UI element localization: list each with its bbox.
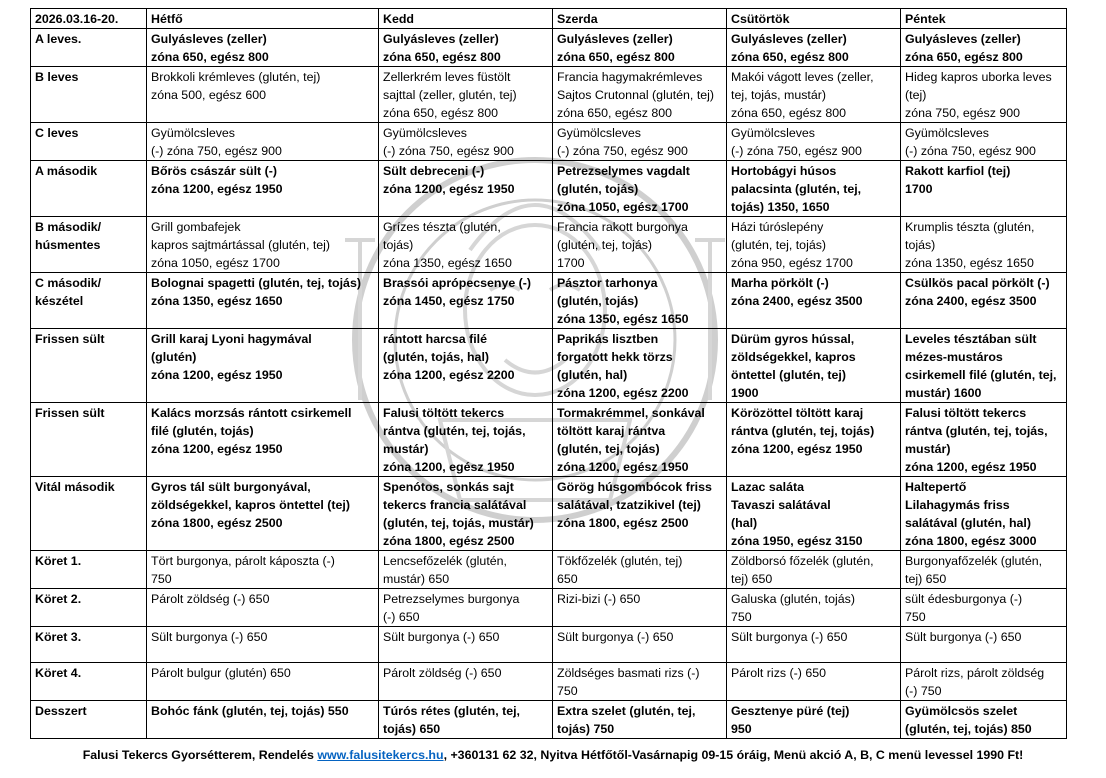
dish-line: zóna 650, egész 800 bbox=[383, 106, 499, 120]
dish-line: zóna 650, egész 800 bbox=[731, 106, 847, 120]
dish-line: zóna 1050, egész 1700 bbox=[557, 200, 689, 214]
dish-line: Francia rakott burgonya bbox=[557, 220, 688, 234]
dish-line: (-) zóna 750, egész 900 bbox=[383, 144, 514, 158]
dish-cell bbox=[727, 161, 901, 217]
dish-line: zóna 1800, egész 2500 bbox=[151, 516, 283, 530]
dish-line: Párolt zöldség (-) 650 bbox=[383, 666, 502, 680]
dish-cell bbox=[901, 627, 1067, 663]
dish-cell bbox=[553, 403, 727, 477]
dish-line: Sült burgonya (-) 650 bbox=[557, 630, 674, 644]
day-header: Csütörtök bbox=[727, 9, 901, 29]
dish-line: tej, tojás, mustár) bbox=[731, 88, 827, 102]
dish-cell bbox=[727, 589, 901, 627]
dish-line: tojás) bbox=[383, 238, 414, 252]
dish-line: zóna 1200, egész 1950 bbox=[557, 460, 689, 474]
dish-line: (glutén) bbox=[151, 350, 197, 364]
dish-cell bbox=[553, 477, 727, 551]
dish-line: zóna 650, egész 800 bbox=[905, 50, 1023, 64]
dish-line: Párolt bulgur (glutén) 650 bbox=[151, 666, 291, 680]
dish-cell bbox=[727, 551, 901, 589]
dish-line: Tormakrémmel, sonkával bbox=[557, 406, 705, 420]
menu-row bbox=[31, 329, 1067, 403]
dish-cell bbox=[901, 663, 1067, 701]
weekly-menu-table bbox=[30, 8, 1067, 739]
dish-line: Falusi töltött tekercs bbox=[383, 406, 505, 420]
dish-line: Bőrös császár sült (-) bbox=[151, 164, 278, 178]
menu-row bbox=[31, 551, 1067, 589]
dish-line: Csülkös pacal pörkölt (-) bbox=[905, 276, 1050, 290]
dish-cell bbox=[727, 67, 901, 123]
dish-line: Zöldborsó főzelék (glutén, bbox=[731, 554, 874, 568]
dish-line: Párolt rizs (-) 650 bbox=[731, 666, 827, 680]
dish-line: Marha pörkölt (-) bbox=[731, 276, 829, 290]
dish-line: Francia hagymakrémleves bbox=[557, 70, 703, 84]
dish-cell bbox=[147, 29, 379, 67]
category-label: B leves bbox=[31, 67, 147, 123]
dish-line: 650 bbox=[557, 572, 578, 586]
dish-line: zöldségekkel, kapros bbox=[731, 350, 856, 364]
dish-cell bbox=[727, 329, 901, 403]
dish-cell bbox=[727, 701, 901, 739]
dish-line: Gyümölcsleves bbox=[151, 126, 236, 140]
dish-cell bbox=[553, 217, 727, 273]
dish-cell bbox=[727, 273, 901, 329]
dish-cell bbox=[727, 123, 901, 161]
dish-line: Brassói aprópecsenye (-) bbox=[383, 276, 532, 290]
footer-text-before: Falusi Tekercs Gyorsétterem, Rendelés bbox=[82, 748, 318, 762]
dish-cell bbox=[147, 329, 379, 403]
dish-line: kapros sajtmártással (glutén, tej) bbox=[151, 238, 331, 252]
dish-line: Leveles tésztában sült bbox=[905, 332, 1037, 346]
dish-cell bbox=[901, 273, 1067, 329]
dish-line: rántott harcsa filé bbox=[383, 332, 487, 346]
dish-line: zóna 750, egész 900 bbox=[905, 106, 1021, 120]
dish-cell bbox=[147, 123, 379, 161]
dish-line: (hal) bbox=[731, 516, 758, 530]
dish-line: (glutén, hal) bbox=[557, 368, 628, 382]
dish-line: Bohóc fánk (glutén, tej, tojás) 550 bbox=[151, 704, 349, 718]
dish-line: zóna 1200, egész 2200 bbox=[383, 368, 515, 382]
dish-cell bbox=[901, 123, 1067, 161]
dish-line: 750 bbox=[151, 572, 172, 586]
dish-cell bbox=[553, 329, 727, 403]
dish-line: Zöldséges basmati rizs (-) bbox=[557, 666, 700, 680]
dish-line: sajttal (zeller, glutén, tej) bbox=[383, 88, 517, 102]
dish-cell bbox=[379, 329, 553, 403]
dish-cell bbox=[901, 217, 1067, 273]
dish-line: (-) zóna 750, egész 900 bbox=[151, 144, 282, 158]
dish-line: Lilahagymás friss bbox=[905, 498, 1010, 512]
dish-line: zóna 1200, egész 1950 bbox=[151, 368, 283, 382]
dish-line: (-) zóna 750, egész 900 bbox=[731, 144, 862, 158]
dish-cell bbox=[727, 403, 901, 477]
dish-line: (-) 650 bbox=[383, 610, 420, 624]
dish-line: Grill gombafejek bbox=[151, 220, 241, 234]
dish-line: zóna 1350, egész 1650 bbox=[557, 312, 689, 326]
category-label: Frissen sült bbox=[31, 403, 147, 477]
dish-cell bbox=[147, 403, 379, 477]
dish-line: Brokkoli krémleves (glutén, tej) bbox=[151, 70, 321, 84]
dish-cell bbox=[379, 403, 553, 477]
dish-cell bbox=[901, 403, 1067, 477]
category-label: Köret 1. bbox=[31, 551, 147, 589]
dish-line: Sült burgonya (-) 650 bbox=[383, 630, 500, 644]
dish-line: (tej) bbox=[905, 88, 927, 102]
dish-line: Burgonyafőzelék (glutén, bbox=[905, 554, 1043, 568]
dish-line: Tökfőzelék (glutén, tej) bbox=[557, 554, 683, 568]
dish-line: Kalács morzsás rántott csirkemell bbox=[151, 406, 352, 420]
dish-line: tojás) 750 bbox=[557, 722, 615, 736]
dish-line: mustár) bbox=[905, 442, 951, 456]
date-range: 2026.03.16-20. bbox=[31, 9, 147, 29]
dish-cell bbox=[553, 663, 727, 701]
dish-line: zóna 1800, egész 2500 bbox=[383, 534, 515, 548]
dish-line: zóna 1200, egész 2200 bbox=[557, 386, 689, 400]
dish-cell bbox=[727, 477, 901, 551]
dish-line: Tavaszi salátával bbox=[731, 498, 831, 512]
footer-info bbox=[0, 748, 1106, 762]
category-label: B második/ húsmentes bbox=[31, 217, 147, 273]
dish-line: zóna 1200, egész 1950 bbox=[151, 182, 283, 196]
dish-line: Falusi töltött tekercs bbox=[905, 406, 1027, 420]
category-label: A második bbox=[31, 161, 147, 217]
dish-line: zóna 1950, egész 3150 bbox=[731, 534, 863, 548]
dish-line: Gyros tál sült burgonyával, bbox=[151, 480, 311, 494]
dish-cell bbox=[901, 161, 1067, 217]
dish-line: öntettel (glutén, tej) bbox=[731, 368, 846, 382]
dish-line: Párolt rizs, párolt zöldség bbox=[905, 666, 1045, 680]
dish-line: rántva (glutén, tej, tojás, bbox=[905, 424, 1048, 438]
dish-cell bbox=[553, 161, 727, 217]
dish-line: zóna 650, egész 800 bbox=[557, 106, 673, 120]
dish-cell bbox=[147, 701, 379, 739]
category-label: C második/ készétel bbox=[31, 273, 147, 329]
dish-line: zóna 650, egész 800 bbox=[151, 50, 269, 64]
dish-line: 750 bbox=[557, 684, 578, 698]
menu-row bbox=[31, 403, 1067, 477]
dish-line: (-) zóna 750, egész 900 bbox=[905, 144, 1036, 158]
dish-line: Gulyásleves (zeller) bbox=[731, 32, 847, 46]
dish-line: rántva (glutén, tej, tojás, bbox=[383, 424, 526, 438]
dish-line: Lencsefőzelék (glutén, bbox=[383, 554, 507, 568]
category-label: A leves. bbox=[31, 29, 147, 67]
dish-line: zóna 2400, egész 3500 bbox=[731, 294, 863, 308]
dish-line: zóna 1200, egész 1950 bbox=[151, 442, 283, 456]
dish-cell bbox=[901, 551, 1067, 589]
dish-line: (glutén, tej, tojás) bbox=[731, 238, 827, 252]
dish-line: Sült debreceni (-) bbox=[383, 164, 485, 178]
dish-line: (glutén, tej, tojás, mustár) bbox=[383, 516, 534, 530]
dish-line: Lazac saláta bbox=[731, 480, 805, 494]
dish-line: Gyümölcsleves bbox=[383, 126, 468, 140]
dish-line: Hideg kapros uborka leves bbox=[905, 70, 1052, 84]
dish-line: rántva (glutén, tej, tojás) bbox=[731, 424, 875, 438]
dish-cell bbox=[553, 29, 727, 67]
dish-line: 750 bbox=[905, 610, 926, 624]
dish-line: mustár) bbox=[383, 442, 429, 456]
dish-line: forgatott hekk törzs bbox=[557, 350, 673, 364]
category-label: Köret 3. bbox=[31, 627, 147, 663]
dish-cell bbox=[727, 663, 901, 701]
day-header: Péntek bbox=[901, 9, 1067, 29]
website-link[interactable]: www.falusitekercs.hu bbox=[317, 748, 444, 762]
dish-line: Rizi-bizi (-) 650 bbox=[557, 592, 641, 606]
dish-cell bbox=[379, 663, 553, 701]
dish-line: mustár) 650 bbox=[383, 572, 450, 586]
dish-line: Petrezselymes burgonya bbox=[383, 592, 520, 606]
dish-line: Dürüm gyros hússal, bbox=[731, 332, 855, 346]
dish-cell bbox=[379, 273, 553, 329]
menu-row bbox=[31, 217, 1067, 273]
dish-line: palacsinta (glutén, tej, bbox=[731, 182, 862, 196]
dish-line: Gyümölcsleves bbox=[557, 126, 642, 140]
dish-line: 1900 bbox=[731, 386, 759, 400]
dish-cell bbox=[901, 701, 1067, 739]
dish-line: 1700 bbox=[557, 256, 585, 270]
dish-line: Párolt zöldség (-) 650 bbox=[151, 592, 270, 606]
dish-line: (glutén, tojás) bbox=[557, 182, 639, 196]
menu-row bbox=[31, 273, 1067, 329]
dish-line: (glutén, tej, tojás) 850 bbox=[905, 722, 1032, 736]
category-label: Vitál második bbox=[31, 477, 147, 551]
dish-line: zóna 1350, egész 1650 bbox=[905, 256, 1034, 270]
menu-row bbox=[31, 627, 1067, 663]
dish-line: Grízes tészta (glutén, bbox=[383, 220, 501, 234]
category-label: Köret 2. bbox=[31, 589, 147, 627]
dish-cell bbox=[727, 217, 901, 273]
dish-line: Sajtos Crutonnal (glutén, tej) bbox=[557, 88, 715, 102]
dish-line: Gyümölcsleves bbox=[731, 126, 816, 140]
dish-line: Sült burgonya (-) 650 bbox=[731, 630, 848, 644]
dish-line: salátával, tzatzikivel (tej) bbox=[557, 498, 701, 512]
menu-row bbox=[31, 29, 1067, 67]
dish-cell bbox=[901, 589, 1067, 627]
day-header: Hétfő bbox=[147, 9, 379, 29]
dish-line: Zellerkrém leves füstölt bbox=[383, 70, 511, 84]
dish-line: (-) zóna 750, egész 900 bbox=[557, 144, 688, 158]
dish-line: Körözöttel töltött karaj bbox=[731, 406, 864, 420]
category-label: Desszert bbox=[31, 701, 147, 739]
dish-line: zóna 1200, egész 1950 bbox=[383, 460, 515, 474]
dish-line: 950 bbox=[731, 722, 752, 736]
dish-line: tekercs francia salátával bbox=[383, 498, 527, 512]
dish-line: Spenótos, sonkás sajt bbox=[383, 480, 514, 494]
dish-line: Haltepertő bbox=[905, 480, 967, 494]
dish-line: filé (glutén, tojás) bbox=[151, 424, 254, 438]
dish-line: salátával (glutén, hal) bbox=[905, 516, 1032, 530]
dish-line: (glutén, tej, tojás) bbox=[557, 238, 653, 252]
menu-row bbox=[31, 701, 1067, 739]
dish-cell bbox=[147, 477, 379, 551]
dish-cell bbox=[379, 29, 553, 67]
dish-line: Bolognai spagetti (glutén, tej, tojás) bbox=[151, 276, 361, 290]
dish-line: (glutén, tojás, hal) bbox=[383, 350, 490, 364]
dish-line: Hortobágyi húsos bbox=[731, 164, 837, 178]
category-label: C leves bbox=[31, 123, 147, 161]
dish-line: Rakott karfiol (tej) bbox=[905, 164, 1011, 178]
dish-line: zóna 500, egész 600 bbox=[151, 88, 267, 102]
dish-line: Túrós rétes (glutén, tej, bbox=[383, 704, 521, 718]
dish-line: Galuska (glutén, tojás) bbox=[731, 592, 855, 606]
dish-line: Krumplis tészta (glutén, bbox=[905, 220, 1035, 234]
footer-text-after: , +360131 62 32, Nyitva Hétfőtől-Vasárnapig 09-15 óráig, Menü akció A, B, C menü levessel 1990 Ft! bbox=[443, 748, 1024, 762]
dish-line: mézes-mustáros bbox=[905, 350, 1003, 364]
dish-line: zóna 1450, egész 1750 bbox=[383, 294, 515, 308]
dish-line: tej) 650 bbox=[731, 572, 773, 586]
dish-line: zóna 1200, egész 1950 bbox=[731, 442, 863, 456]
header-row bbox=[31, 9, 1067, 29]
menu-row bbox=[31, 67, 1067, 123]
dish-line: zóna 2400, egész 3500 bbox=[905, 294, 1037, 308]
dish-cell bbox=[147, 589, 379, 627]
dish-cell bbox=[553, 551, 727, 589]
dish-line: csirkemell filé (glutén, tej, bbox=[905, 368, 1057, 382]
dish-cell bbox=[379, 551, 553, 589]
dish-cell bbox=[553, 273, 727, 329]
dish-line: Tört burgonya, párolt káposzta (-) bbox=[151, 554, 335, 568]
dish-line: sült édesburgonya (-) bbox=[905, 592, 1023, 606]
dish-line: Görög húsgombócok friss bbox=[557, 480, 712, 494]
dish-line: Extra szelet (glutén, tej, bbox=[557, 704, 696, 718]
dish-cell bbox=[901, 477, 1067, 551]
day-header: Kedd bbox=[379, 9, 553, 29]
menu-row bbox=[31, 123, 1067, 161]
dish-cell bbox=[379, 67, 553, 123]
menu-row bbox=[31, 663, 1067, 701]
dish-line: zóna 1800, egész 2500 bbox=[557, 516, 689, 530]
dish-cell bbox=[553, 67, 727, 123]
dish-cell bbox=[901, 67, 1067, 123]
category-label: Frissen sült bbox=[31, 329, 147, 403]
dish-cell bbox=[379, 477, 553, 551]
dish-line: 750 bbox=[731, 610, 752, 624]
dish-line: Gyümölcsös szelet bbox=[905, 704, 1018, 718]
dish-line: zóna 650, egész 800 bbox=[557, 50, 675, 64]
dish-cell bbox=[379, 627, 553, 663]
dish-cell bbox=[553, 627, 727, 663]
dish-line: zóna 1800, egész 3000 bbox=[905, 534, 1037, 548]
dish-line: Petrezselymes vagdalt bbox=[557, 164, 690, 178]
dish-line: tej) 650 bbox=[905, 572, 947, 586]
dish-cell bbox=[379, 123, 553, 161]
dish-line: Házi túróslepény bbox=[731, 220, 824, 234]
dish-cell bbox=[147, 67, 379, 123]
dish-line: zóna 950, egész 1700 bbox=[731, 256, 853, 270]
dish-cell bbox=[147, 627, 379, 663]
dish-line: Makói vágott leves (zeller, bbox=[731, 70, 874, 84]
dish-cell bbox=[379, 217, 553, 273]
dish-line: zóna 650, egész 800 bbox=[383, 50, 501, 64]
dish-line: zóna 1200, egész 1950 bbox=[905, 460, 1037, 474]
dish-line: Sült burgonya (-) 650 bbox=[905, 630, 1022, 644]
dish-line: Gesztenye püré (tej) bbox=[731, 704, 850, 718]
dish-cell bbox=[379, 589, 553, 627]
dish-line: (-) 750 bbox=[905, 684, 942, 698]
dish-cell bbox=[901, 29, 1067, 67]
dish-line: Gulyásleves (zeller) bbox=[151, 32, 267, 46]
dish-cell bbox=[147, 663, 379, 701]
dish-line: Sült burgonya (-) 650 bbox=[151, 630, 268, 644]
dish-cell bbox=[727, 627, 901, 663]
dish-line: zöldségekkel, kapros öntettel (tej) bbox=[151, 498, 350, 512]
menu-row bbox=[31, 589, 1067, 627]
dish-line: töltött karaj rántva bbox=[557, 424, 666, 438]
dish-cell bbox=[553, 123, 727, 161]
dish-line: 1700 bbox=[905, 182, 933, 196]
dish-line: zóna 1200, egész 1950 bbox=[383, 182, 515, 196]
dish-line: Gulyásleves (zeller) bbox=[383, 32, 499, 46]
dish-line: (glutén, tojás) bbox=[557, 294, 639, 308]
dish-line: tojás) 1350, 1650 bbox=[731, 200, 830, 214]
dish-cell bbox=[901, 329, 1067, 403]
dish-cell bbox=[727, 29, 901, 67]
dish-line: zóna 650, egész 800 bbox=[731, 50, 849, 64]
dish-cell bbox=[147, 273, 379, 329]
dish-line: Paprikás lisztben bbox=[557, 332, 659, 346]
dish-cell bbox=[553, 589, 727, 627]
dish-cell bbox=[379, 701, 553, 739]
dish-line: mustár) 1600 bbox=[905, 386, 982, 400]
dish-line: (glutén, tej, tojás) bbox=[557, 442, 660, 456]
dish-line: Gyümölcsleves bbox=[905, 126, 990, 140]
dish-cell bbox=[553, 701, 727, 739]
dish-cell bbox=[147, 217, 379, 273]
dish-line: zóna 1050, egész 1700 bbox=[151, 256, 280, 270]
dish-line: tojás) bbox=[905, 238, 936, 252]
dish-line: tojás) 650 bbox=[383, 722, 441, 736]
menu-row bbox=[31, 161, 1067, 217]
dish-cell bbox=[147, 161, 379, 217]
dish-cell bbox=[147, 551, 379, 589]
category-label: Köret 4. bbox=[31, 663, 147, 701]
dish-cell bbox=[379, 161, 553, 217]
dish-line: Grill karaj Lyoni hagymával bbox=[151, 332, 312, 346]
dish-line: Pásztor tarhonya bbox=[557, 276, 658, 290]
day-header: Szerda bbox=[553, 9, 727, 29]
dish-line: Gulyásleves (zeller) bbox=[905, 32, 1021, 46]
dish-line: zóna 1350, egész 1650 bbox=[383, 256, 512, 270]
dish-line: zóna 1350, egész 1650 bbox=[151, 294, 283, 308]
dish-line: Gulyásleves (zeller) bbox=[557, 32, 673, 46]
menu-row bbox=[31, 477, 1067, 551]
